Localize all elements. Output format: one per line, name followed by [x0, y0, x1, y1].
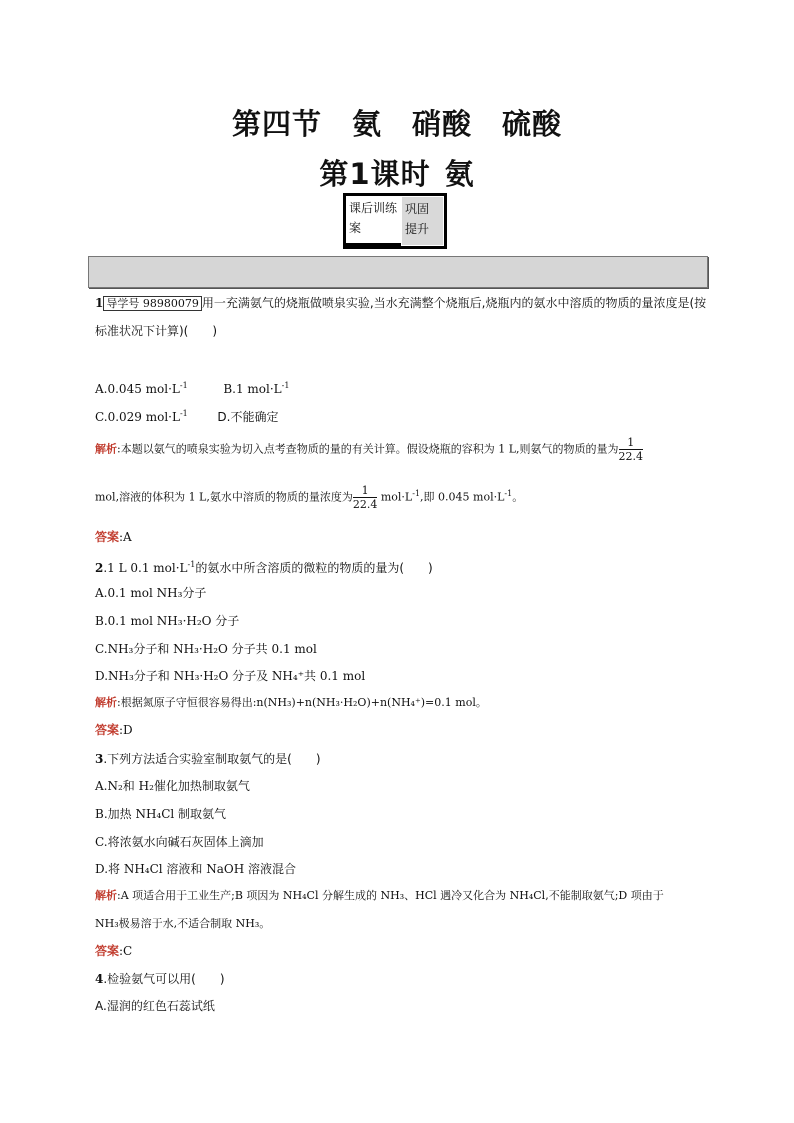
frac-den: 22.4	[618, 450, 643, 463]
q2-solution-label: 解析	[95, 696, 117, 709]
q1-options-ab	[95, 377, 289, 398]
sup: -1	[187, 560, 196, 569]
q3-line	[95, 750, 321, 768]
sup: -1	[281, 381, 290, 390]
q1-option-c: C.0.029 mol·L	[95, 410, 180, 424]
q1-solution-unit: mol·L	[377, 490, 413, 504]
q2-option-c: C.NH₃分子和 NH₃·H₂O 分子共 0.1 mol	[95, 642, 317, 656]
q2-answer	[95, 721, 133, 739]
q1-text1: 用一充满氨气的烧瓶做喷泉实验,当水充满整个烧瓶后,烧瓶内的氨水中溶质的物质的量浓度是(按	[201, 296, 707, 310]
q3-answer	[95, 942, 132, 960]
q3-solution-label: 解析	[95, 889, 117, 902]
sup: -1	[179, 409, 188, 418]
q4-line	[95, 970, 225, 988]
q1-option-a: A.0.045 mol·L	[95, 382, 180, 396]
q1-fraction-2	[353, 484, 378, 511]
tab-box	[343, 193, 447, 249]
q2-answer-label: 答案	[95, 723, 120, 737]
q3-solution-text1: :A 项适合用于工业生产;B 项因为 NH₄Cl 分解生成的 NH₃、HCl 遇冷又化合为 NH₄Cl,不能制取氨气;D 项由于	[117, 889, 664, 902]
q4-number: 4	[95, 972, 104, 986]
q1-options-cd	[95, 405, 278, 426]
q3-option-d: D.将 NH₄Cl 溶液和 NaOH 溶液混合	[95, 862, 297, 876]
q1-solution-result: ,即 0.045 mol·L	[420, 490, 505, 504]
lesson-title	[0, 152, 794, 193]
sup: -1	[504, 488, 513, 498]
lesson-num: 1	[349, 157, 371, 191]
q2-solution	[95, 694, 487, 712]
sup: -1	[412, 488, 421, 498]
q1-solution-text2: mol,溶液的体积为 1 L,氨水中溶质的物质的量浓度为	[95, 490, 353, 504]
q1-answer	[95, 528, 132, 546]
q3-solution-l2: NH₃极易溶于水,不适合制取 NH₃。	[95, 917, 271, 930]
q3-answer-label: 答案	[95, 944, 120, 958]
lesson-topic: 氨	[444, 157, 475, 191]
q1-solution-text1: :本题以氨气的喷泉实验为切入点考查物质的量的有关计算。假设烧瓶的容积为 1 L,则氨气的物质的量为	[117, 442, 619, 456]
q3-answer-value: :C	[119, 944, 133, 958]
frac-den: 22.4	[352, 498, 378, 511]
tab-after-class[interactable]: 课后训练案	[346, 196, 403, 243]
q3-option-c: C.将浓氨水向碱石灰固体上滴加	[95, 835, 264, 849]
sup: -1	[179, 381, 188, 390]
q2-text1: .1 L 0.1 mol·L	[103, 561, 188, 575]
lesson-pre: 第	[319, 157, 350, 191]
q1-solution-l2	[95, 484, 523, 511]
q2-option-b: B.0.1 mol NH₃·H₂O 分子	[95, 614, 240, 628]
q1-fraction-1	[619, 436, 644, 463]
frac-num: 1	[627, 436, 635, 449]
q1-solution-label: 解析	[95, 442, 117, 456]
q1-number: 1	[95, 296, 104, 310]
lesson-post: 课时	[370, 157, 431, 191]
q2-number: 2	[95, 561, 104, 575]
q2-line	[95, 556, 433, 577]
section-title: 第四节 氨 硝酸 硫酸	[231, 107, 562, 141]
q3-text: .下列方法适合实验室制取氨气的是( )	[103, 752, 321, 766]
q1-solution-l1	[95, 436, 643, 463]
q2-option-d: D.NH₃分子和 NH₃·H₂O 分子及 NH₄⁺共 0.1 mol	[95, 669, 366, 683]
q4-text: .检验氨气可以用( )	[103, 972, 225, 986]
q1-line1	[95, 294, 706, 313]
frac-num: 1	[361, 484, 369, 497]
q2-solution-text: :根据氮原子守恒很容易得出:n(NH₃)+n(NH₃·H₂O)+n(NH₄⁺)=0.1 mol。	[117, 696, 487, 709]
q1-ref-tag: 导学号 98980079	[103, 296, 202, 311]
q1-line2: 标准状况下计算)( )	[95, 324, 218, 338]
q1-option-d: D.不能确定	[217, 410, 279, 424]
q1-option-b: B.1 mol·L	[223, 382, 282, 396]
q1-solution-end: 。	[512, 490, 524, 504]
q3-number: 3	[95, 752, 104, 766]
tab-consolidate[interactable]: 巩固提升	[401, 196, 444, 246]
q3-option-a: A.N₂和 H₂催化加热制取氨气	[95, 779, 250, 793]
q1-answer-value: :A	[119, 530, 132, 544]
q4-option-a: A.湿润的红色石蕊试纸	[95, 999, 215, 1013]
q2-text2: 的氨水中所含溶质的微粒的物质的量为( )	[195, 561, 433, 575]
q2-option-a: A.0.1 mol NH₃分子	[95, 586, 207, 600]
q1-answer-label: 答案	[95, 530, 120, 544]
q3-option-b: B.加热 NH₄Cl 制取氨气	[95, 807, 227, 821]
section-banner	[88, 256, 708, 288]
q2-answer-value: :D	[119, 723, 133, 737]
q3-solution-l1	[95, 887, 664, 905]
